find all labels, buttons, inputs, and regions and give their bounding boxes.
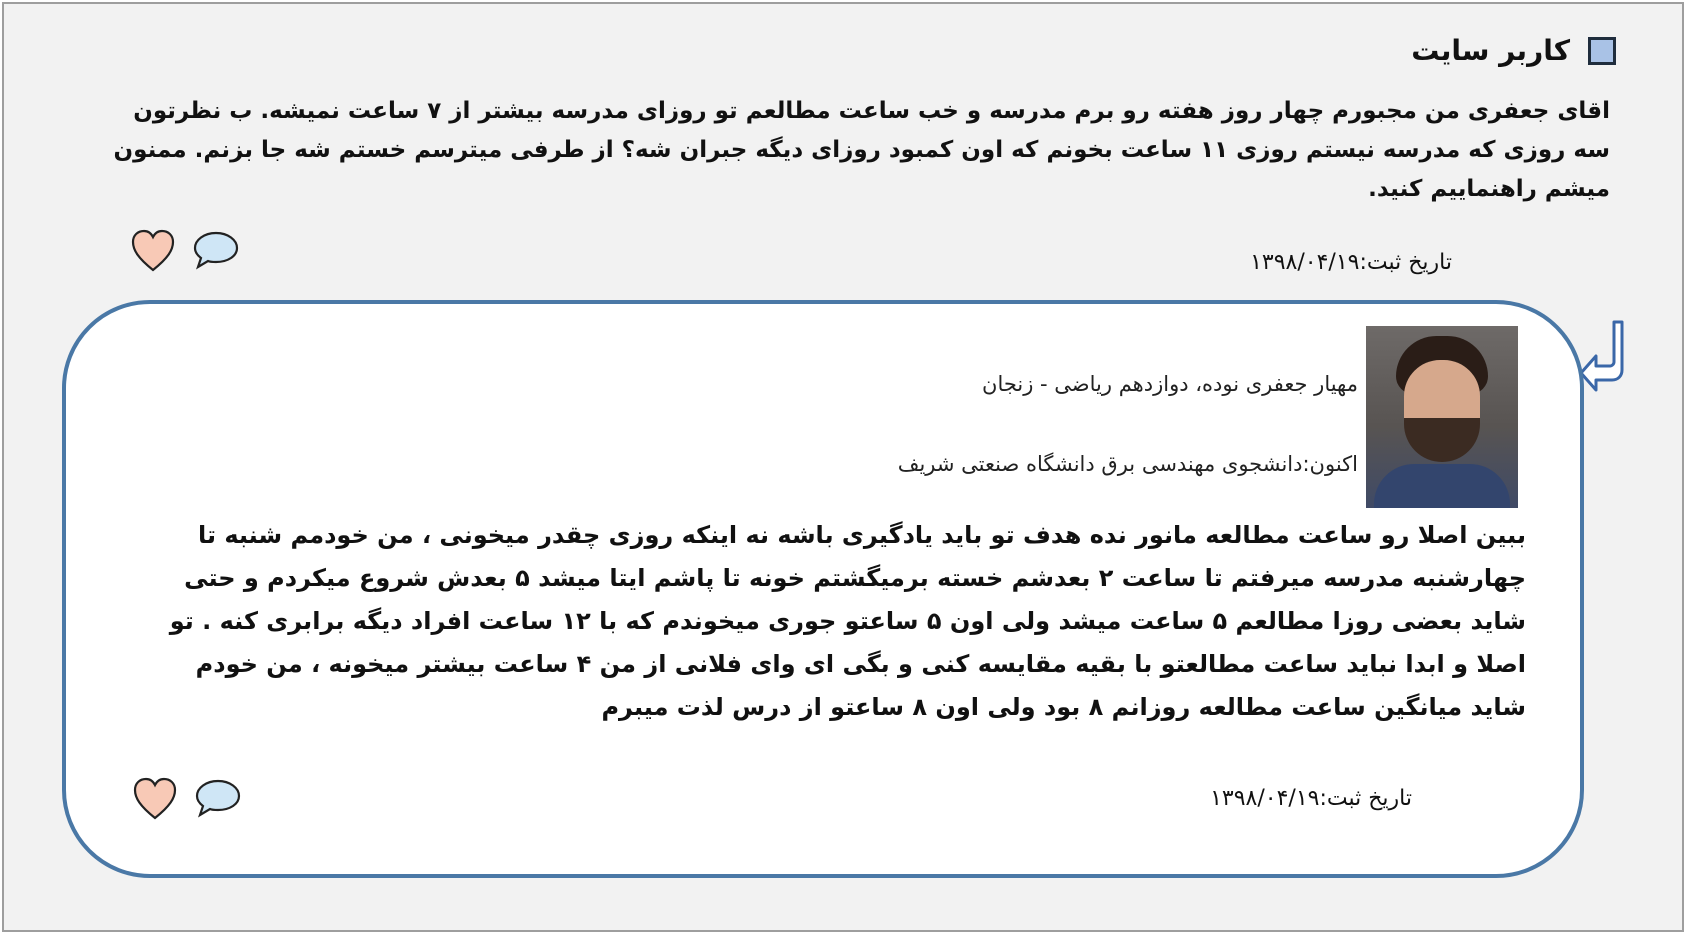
answer-author: مهیار جعفری نوده، دوازدهم ریاضی - زنجان bbox=[982, 372, 1358, 396]
question-header bbox=[1411, 34, 1616, 67]
question-user-name: کاربر سایت bbox=[1411, 34, 1570, 67]
speech-bubble-icon[interactable] bbox=[194, 778, 242, 818]
reply-arrow-icon bbox=[1578, 318, 1626, 394]
author-avatar bbox=[1366, 326, 1518, 508]
answer-text: ببین اصلا رو ساعت مطالعه مانور نده هدف تو باید یادگیری باشه نه اینکه روزی چقدر میخونی ، من خودمم شنبه تا چهارشنبه مدرسه میرفتم تا ساعت ۲ بعدشم خسته برمیگشتم خونه تا پاشم ایتا میشد ۵ بعدش شروع میکردم و حتی شاید بعضی روزا مطالعم ۵ ساعت میشد ولی اون ۵ ساعتو جوری میخوندم که با ۱۲ ساعت افراد دیگه برابری کنه . تو اصلا و ابدا نباید ساعت مطالعتو با بقیه مقایسه کنی و بگی ای وای فلانی از من ۴ ساعت بیشتر میخونه ، من خودم شاید میانگین ساعت مطالعه روزانم ۸ بود ولی اون ۸ ساعتو از درس لذت میبرم bbox=[169, 521, 1526, 721]
user-square-icon bbox=[1588, 37, 1616, 65]
question-text: اقای جعفری من مجبورم چهار روز هفته رو برم مدرسه و خب ساعت مطالعم تو روزای مدرسه بیشتر از ۷ ساعت نمیشه. ب نظرتون سه روزی که مدرسه نیستم روزی ۱۱ ساعت بخونم که اون کمبود روزای دیگه جبران شه؟ از طرفی میترسم خستم شه جا بزنم. ممنون میشم راهنماییم کنید. bbox=[113, 98, 1610, 202]
speech-bubble-icon[interactable] bbox=[192, 230, 240, 270]
answer-author-status: اکنون:دانشجوی مهندسی برق دانشگاه صنعتی شریف bbox=[897, 452, 1358, 476]
heart-icon[interactable] bbox=[132, 776, 178, 822]
page-frame bbox=[2, 2, 1684, 932]
answer-date: تاریخ ثبت:۱۳۹۸/۰۴/۱۹ bbox=[1210, 786, 1412, 811]
heart-icon[interactable] bbox=[130, 228, 176, 274]
question-date: تاریخ ثبت:۱۳۹۸/۰۴/۱۹ bbox=[1250, 250, 1452, 275]
